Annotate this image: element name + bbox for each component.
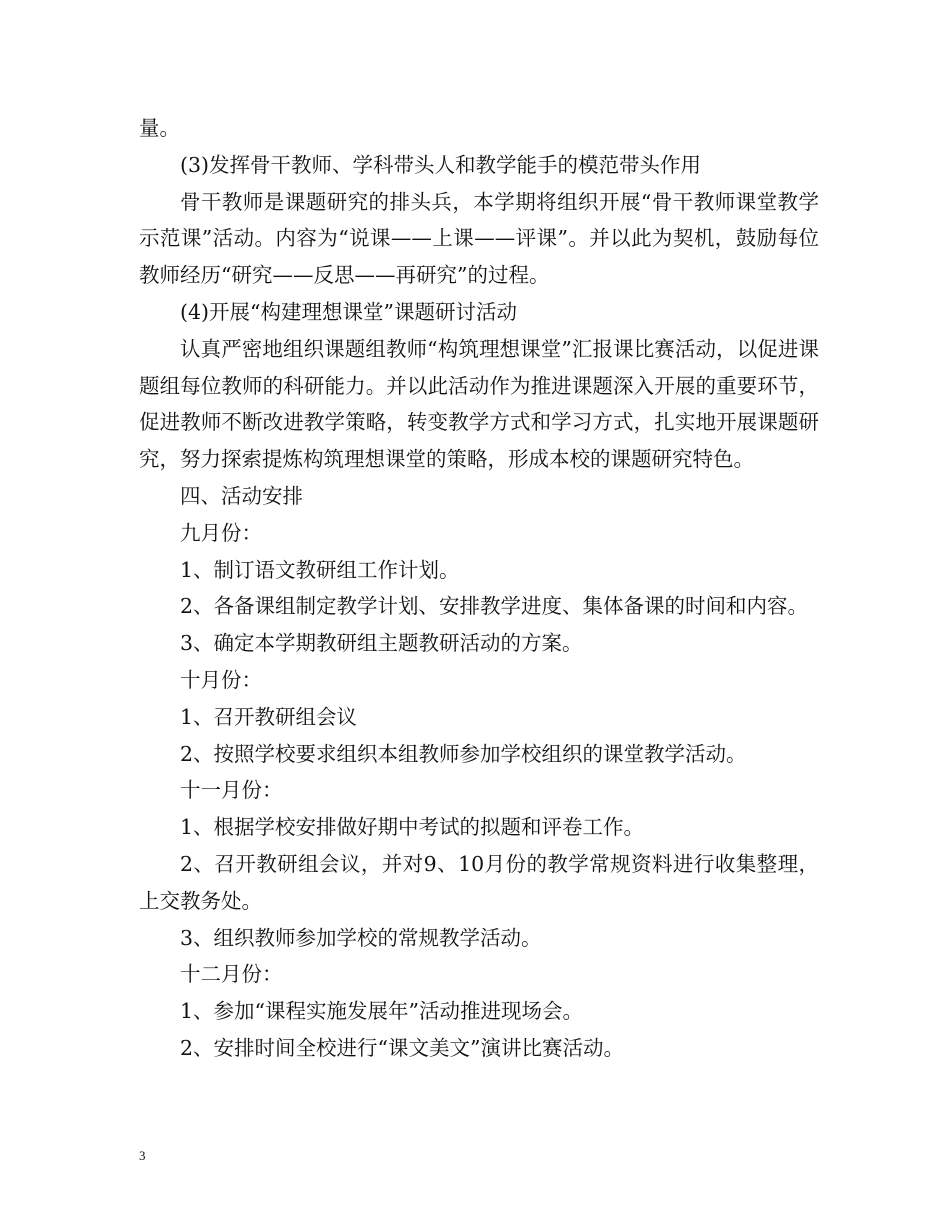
paragraph: 十一月份： — [180, 778, 283, 803]
paragraph: 1、制订语文教研组工作计划。 — [180, 557, 460, 582]
paragraph: 十月份： — [180, 667, 262, 692]
paragraph: 骨干教师是课题研究的排头兵，本学期将组织开展“骨干教师课堂教学示范课”活动。内容为“说课——上课——评课”。并以此为契机，鼓励每位教师经历“研究——反思——再研究”的过程。 — [139, 189, 819, 288]
paragraph: 2、各备课组制定教学计划、安排教学进度、集体备课的时间和内容。 — [180, 594, 809, 619]
paragraph: 1、召开教研组会议 — [180, 704, 358, 729]
paragraph: 2、召开教研组会议，并对9、10月份的教学常规资料进行收集整理，上交教务处。 — [139, 851, 819, 913]
paragraph: 3、确定本学期教研组主题教研活动的方案。 — [180, 631, 583, 656]
paragraph: (4)开展“构建理想课堂”课题研讨活动 — [180, 299, 517, 324]
paragraph: 量。 — [139, 116, 180, 140]
paragraph: 2、安排时间全校进行“课文美文”演讲比赛活动。 — [180, 1035, 625, 1060]
document-body — [139, 110, 819, 1067]
page-number: 3 — [139, 1148, 146, 1163]
paragraph: (3)发挥骨干教师、学科带头人和教学能手的模范带头作用 — [180, 152, 702, 177]
paragraph: 1、参加“课程实施发展年”活动推进现场会。 — [180, 999, 584, 1024]
paragraph: 九月份： — [180, 520, 262, 545]
paragraph: 十二月份： — [180, 962, 283, 987]
paragraph: 3、组织教师参加学校的常规教学活动。 — [180, 925, 542, 950]
paragraph: 认真严密地组织课题组教师“构筑理想课堂”汇报课比赛活动，以促进课题组每位教师的科研能力。并以此活动作为推进课题深入开展的重要环节，促进教师不断改进教学策略，转变教学方式和学习方式，扎实地开展课题研究，努力探索提炼构筑理想课堂的策略，形成本校的课题研究特色。 — [139, 336, 819, 472]
paragraph: 1、根据学校安排做好期中考试的拟题和评卷工作。 — [180, 815, 645, 840]
paragraph: 2、按照学校要求组织本组教师参加学校组织的课堂教学活动。 — [180, 741, 747, 766]
paragraph: 四、活动安排 — [180, 483, 303, 508]
